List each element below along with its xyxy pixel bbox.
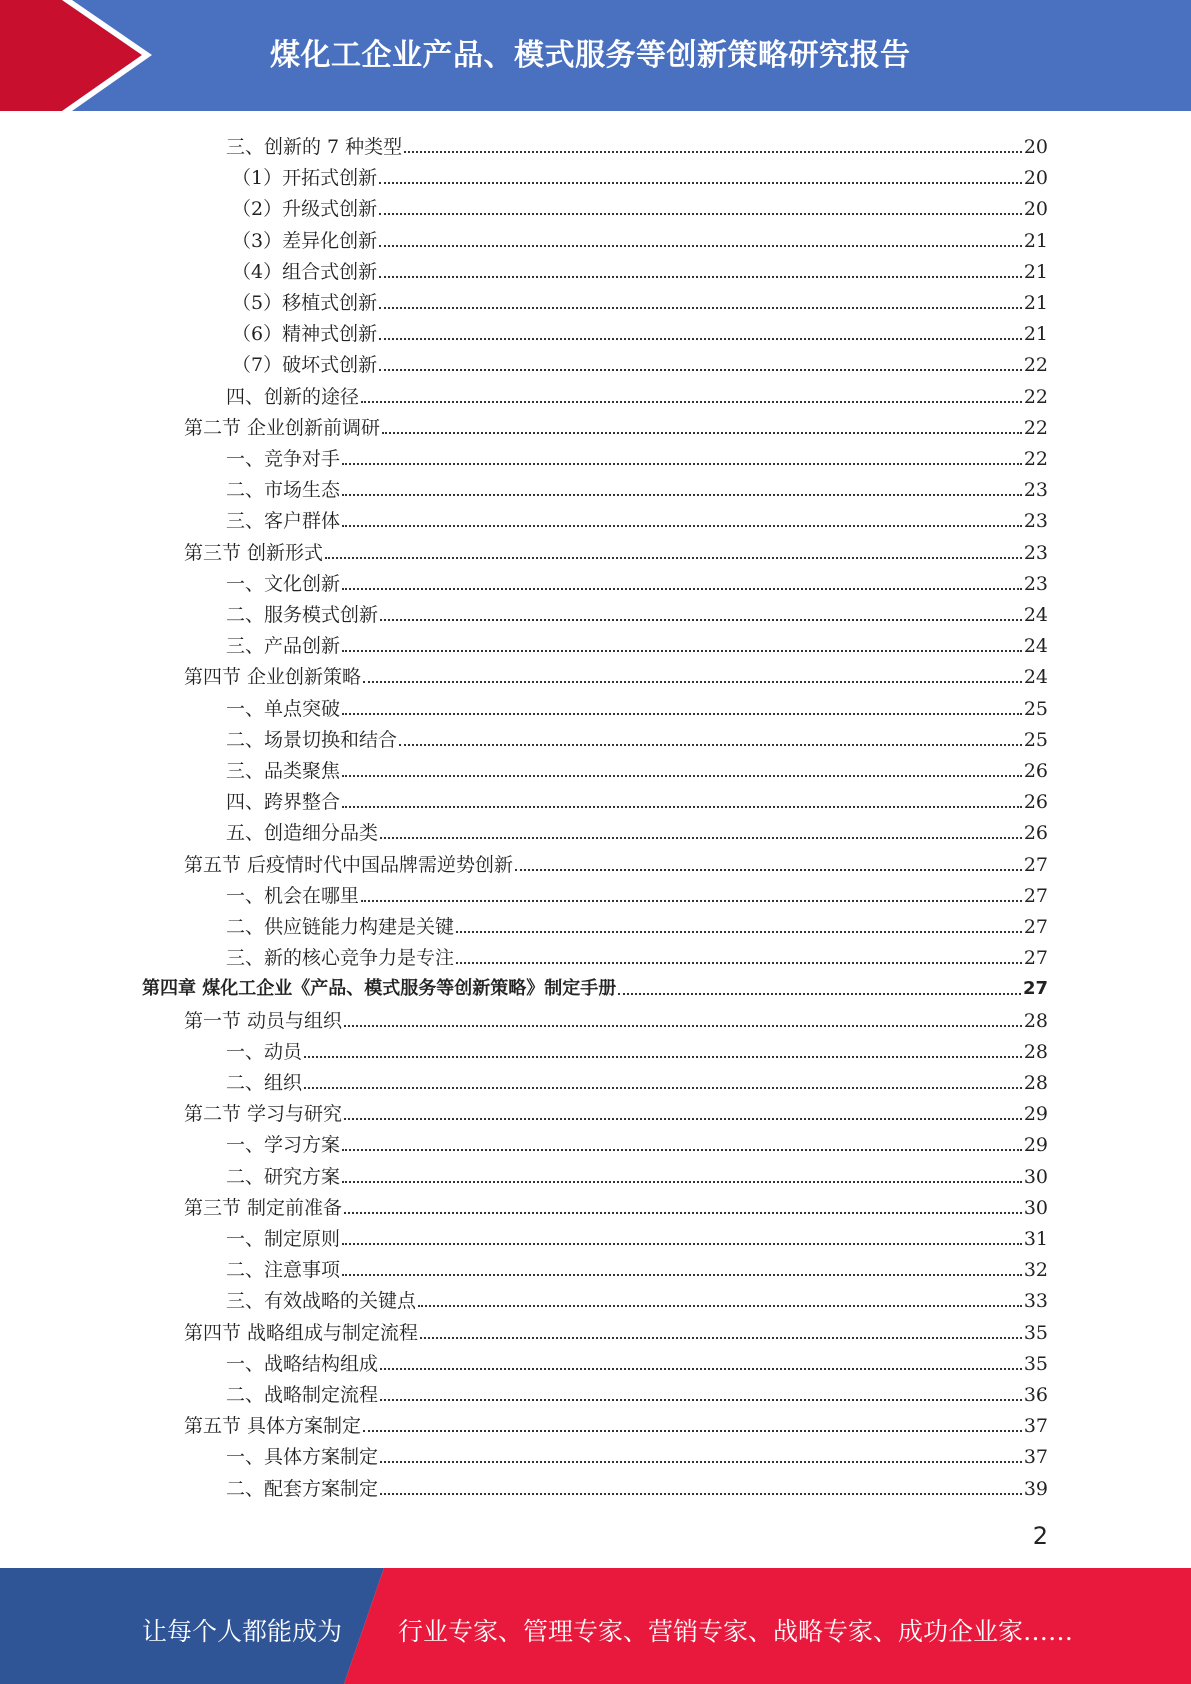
toc-entry[interactable]	[184, 1189, 1048, 1220]
toc-entry-page: 22	[1023, 385, 1048, 408]
toc-leader-dots	[342, 463, 1022, 465]
toc-entry-page: 23	[1023, 572, 1048, 595]
toc-leader-dots	[379, 338, 1022, 340]
toc-entry[interactable]	[184, 409, 1048, 440]
toc-leader-dots	[344, 1118, 1022, 1120]
toc-entry[interactable]	[226, 1345, 1048, 1376]
toc-entry-title: 第三节 创新形式	[184, 541, 324, 564]
page-footer	[0, 1568, 1191, 1684]
toc-entry-page: 30	[1023, 1165, 1048, 1188]
toc-entry-title: 二、配套方案制定	[226, 1477, 379, 1500]
toc-entry[interactable]	[184, 1002, 1048, 1033]
toc-leader-dots	[363, 1430, 1022, 1432]
toc-entry-page: 22	[1023, 354, 1048, 377]
toc-entry-page: 31	[1023, 1228, 1048, 1250]
toc-entry-page: 39	[1023, 1477, 1048, 1500]
toc-leader-dots	[379, 369, 1022, 371]
toc-leader-dots	[420, 1337, 1022, 1339]
toc-leader-dots	[325, 557, 1022, 559]
toc-entry-title: 三、品类聚焦	[226, 760, 341, 782]
toc-entry-title: （2）升级式创新	[232, 198, 378, 221]
toc-entry-title: 第四节 企业创新策略	[184, 666, 362, 689]
toc-leader-dots	[380, 1461, 1022, 1463]
toc-entry-page: 32	[1023, 1259, 1048, 1282]
toc-leader-dots	[380, 1368, 1022, 1370]
toc-entry-title: 一、学习方案	[226, 1134, 341, 1157]
toc-entry-page: 33	[1023, 1290, 1048, 1313]
toc-entry[interactable]	[184, 1314, 1048, 1345]
toc-entry-page: 28	[1023, 1040, 1048, 1063]
toc-entry-page: 22	[1023, 416, 1048, 439]
toc-entry-title: （6）精神式创新	[232, 323, 378, 346]
toc-entry-page: 30	[1023, 1196, 1048, 1219]
toc-leader-dots	[456, 962, 1022, 964]
toc-entry[interactable]	[226, 502, 1048, 533]
header-title: 煤化工企业产品、模式服务等创新策略研究报告	[270, 38, 911, 73]
toc-entry[interactable]	[226, 596, 1048, 627]
toc-entry-title: 一、制定原则	[226, 1228, 341, 1250]
toc-entry[interactable]	[226, 783, 1048, 814]
toc-entry[interactable]	[226, 627, 1048, 658]
toc-entry-title: 二、组织	[226, 1072, 303, 1094]
toc-entry-page: 27	[1023, 853, 1048, 876]
toc-entry-page: 28	[1023, 1072, 1048, 1094]
toc-entry[interactable]	[226, 565, 1048, 596]
toc-leader-dots	[361, 900, 1022, 902]
toc-entry-page: 37	[1023, 1415, 1048, 1438]
toc-leader-dots	[342, 806, 1022, 808]
toc-entry-title: 一、战略结构组成	[226, 1352, 379, 1375]
toc-entry[interactable]	[226, 1438, 1048, 1469]
footer-slogan-right: 行业专家、管理专家、营销专家、战略专家、成功企业家……	[398, 1617, 1074, 1646]
toc-entry[interactable]	[184, 1407, 1048, 1438]
toc-leader-dots	[618, 993, 1021, 995]
toc-entry-page: 23	[1023, 510, 1048, 533]
toc-entry-page: 21	[1023, 260, 1048, 283]
page-header	[0, 0, 1191, 111]
toc-entry-title: 一、竞争对手	[226, 448, 341, 470]
toc-entry-page: 36	[1023, 1384, 1048, 1406]
toc-entry[interactable]	[226, 721, 1048, 752]
toc-leader-dots	[456, 931, 1022, 933]
toc-leader-dots	[382, 432, 1022, 434]
toc-entry[interactable]	[226, 1220, 1048, 1251]
toc-leader-dots	[379, 182, 1022, 184]
toc-entry-page: 27	[1023, 916, 1048, 938]
toc-entry-page: 22	[1023, 448, 1048, 470]
toc-entry[interactable]	[226, 1376, 1048, 1407]
toc-entry-title: 二、场景切换和结合	[226, 728, 398, 751]
toc-entry-page: 29	[1023, 1103, 1048, 1126]
toc-entry-page: 24	[1023, 635, 1048, 658]
toc-entry-title: 一、动员	[226, 1040, 303, 1063]
toc-leader-dots	[342, 494, 1022, 496]
toc-entry-page: 20	[1023, 198, 1048, 221]
toc-entry[interactable]	[232, 315, 1048, 346]
toc-entry-title: （4）组合式创新	[232, 260, 378, 283]
toc-leader-dots	[380, 1399, 1022, 1401]
toc-leader-dots	[304, 1087, 1022, 1089]
toc-entry-title: 二、战略制定流程	[226, 1384, 379, 1406]
toc-entry[interactable]	[184, 1095, 1048, 1126]
toc-entry[interactable]	[226, 1033, 1048, 1064]
toc-entry-title: 二、市场生态	[226, 479, 341, 502]
toc-entry[interactable]	[232, 159, 1048, 190]
toc-leader-dots	[379, 213, 1022, 215]
toc-entry-page: 26	[1023, 822, 1048, 845]
toc-leader-dots	[418, 1305, 1022, 1307]
toc-entry[interactable]	[226, 877, 1048, 908]
toc-entry[interactable]	[226, 908, 1048, 939]
toc-entry-title: 第一节 动员与组织	[184, 1009, 343, 1032]
toc-leader-dots	[342, 1274, 1022, 1276]
toc-entry-title: 五、创造细分品类	[226, 822, 379, 845]
toc-entry-title: 一、单点突破	[226, 697, 341, 720]
toc-leader-dots	[361, 401, 1022, 403]
toc-entry-title: 二、研究方案	[226, 1165, 341, 1188]
toc-entry[interactable]	[226, 939, 1048, 970]
footer-slogan-left: 让每个人都能成为	[142, 1617, 343, 1646]
toc-entry[interactable]	[232, 190, 1048, 221]
toc-entry-title: 二、注意事项	[226, 1259, 341, 1282]
toc-entry-title: 三、客户群体	[226, 510, 341, 533]
toc-entry-title: 三、有效战略的关键点	[226, 1290, 417, 1313]
toc-entry[interactable]	[226, 1064, 1048, 1095]
toc-entry-page: 23	[1023, 479, 1048, 502]
toc-entry[interactable]	[226, 1126, 1048, 1157]
toc-entry[interactable]	[232, 346, 1048, 377]
toc-entry-title: 第三节 制定前准备	[184, 1196, 343, 1219]
toc-entry-title: 三、产品创新	[226, 635, 341, 658]
toc-entry-page: 23	[1023, 541, 1048, 564]
toc-entry-title: 三、创新的 7 种类型	[226, 136, 403, 158]
toc-entry[interactable]	[226, 690, 1048, 721]
toc-leader-dots	[304, 1056, 1022, 1058]
toc-entry-title: 第四节 战略组成与制定流程	[184, 1321, 419, 1344]
toc-leader-dots	[380, 619, 1022, 621]
toc-leader-dots	[342, 775, 1022, 777]
toc-leader-dots	[342, 588, 1022, 590]
toc-entry-title: （7）破坏式创新	[232, 354, 378, 377]
toc-leader-dots	[379, 245, 1022, 247]
toc-entry[interactable]	[226, 471, 1048, 502]
toc-entry[interactable]	[184, 658, 1048, 689]
toc-leader-dots	[342, 650, 1022, 652]
toc-leader-dots	[344, 1212, 1022, 1214]
toc-entry-page: 21	[1023, 292, 1048, 314]
toc-entry[interactable]	[232, 284, 1048, 315]
toc-leader-dots	[515, 869, 1022, 871]
toc-entry-page: 28	[1023, 1009, 1048, 1032]
toc-entry-page: 24	[1023, 604, 1048, 626]
toc-leader-dots	[379, 276, 1022, 278]
toc-leader-dots	[342, 525, 1022, 527]
toc-leader-dots	[380, 1493, 1022, 1495]
toc-entry-title: 一、具体方案制定	[226, 1446, 379, 1469]
toc-entry[interactable]	[142, 970, 1048, 1001]
toc-entry[interactable]	[226, 1251, 1048, 1282]
toc-entry[interactable]	[226, 1282, 1048, 1313]
toc-leader-dots	[342, 1181, 1022, 1183]
toc-entry-title: （5）移植式创新	[232, 292, 378, 314]
toc-entry-title: 第二节 学习与研究	[184, 1103, 343, 1126]
toc-entry[interactable]	[226, 752, 1048, 783]
toc-entry-page: 25	[1023, 728, 1048, 751]
toc-leader-dots	[380, 837, 1022, 839]
toc-entry[interactable]	[226, 814, 1048, 845]
toc-leader-dots	[399, 744, 1022, 746]
page-number: 2	[1032, 1522, 1048, 1550]
toc-entry-page: 20	[1023, 167, 1048, 190]
toc-entry-page: 27	[1023, 947, 1048, 970]
toc-entry-page: 20	[1023, 136, 1048, 158]
toc-entry[interactable]	[184, 534, 1048, 565]
toc-entry-title: 四、创新的途径	[226, 385, 360, 408]
toc-entry-title: 二、供应链能力构建是关键	[226, 916, 455, 938]
toc-entry-title: 二、服务模式创新	[226, 604, 379, 626]
toc-entry[interactable]	[226, 378, 1048, 409]
toc-entry-page: 35	[1023, 1321, 1048, 1344]
toc-entry-page: 27	[1022, 978, 1048, 1000]
toc-entry-page: 35	[1023, 1352, 1048, 1375]
toc-entry[interactable]	[184, 846, 1048, 877]
toc-entry-title: （3）差异化创新	[232, 229, 378, 252]
toc-leader-dots	[363, 681, 1022, 683]
toc-entry-title: 一、机会在哪里	[226, 884, 360, 907]
toc-entry[interactable]	[232, 253, 1048, 284]
toc-leader-dots	[344, 1025, 1022, 1027]
toc-entry-page: 21	[1023, 323, 1048, 346]
toc-leader-dots	[342, 713, 1022, 715]
toc-leader-dots	[379, 307, 1022, 309]
toc-entry-title: （1）开拓式创新	[232, 167, 378, 190]
toc-entry-title: 四、跨界整合	[226, 791, 341, 814]
toc-entry-page: 21	[1023, 229, 1048, 252]
toc-entry-title: 第五节 后疫情时代中国品牌需逆势创新	[184, 853, 514, 876]
toc-entry-page: 26	[1023, 791, 1048, 814]
toc-entry-page: 29	[1023, 1134, 1048, 1157]
toc-leader-dots	[404, 151, 1022, 153]
toc-entry[interactable]	[226, 128, 1048, 159]
toc-entry-title: 一、文化创新	[226, 572, 341, 595]
toc-entry-title: 第五节 具体方案制定	[184, 1415, 362, 1438]
toc-leader-dots	[342, 1243, 1022, 1245]
toc-entry[interactable]	[226, 1470, 1048, 1501]
toc-entry-page: 24	[1023, 666, 1048, 689]
toc-entry-page: 25	[1023, 697, 1048, 720]
toc-entry-title: 第四章 煤化工企业《产品、模式服务等创新策略》制定手册	[142, 978, 617, 1000]
toc-leader-dots	[342, 1149, 1022, 1151]
toc-entry-page: 27	[1023, 884, 1048, 907]
toc-entry[interactable]	[232, 222, 1048, 253]
toc-entry-title: 第二节 企业创新前调研	[184, 416, 381, 439]
toc-entry-title: 三、新的核心竞争力是专注	[226, 947, 455, 970]
toc-entry-page: 37	[1023, 1446, 1048, 1469]
toc-entry[interactable]	[226, 440, 1048, 471]
toc-entry-page: 26	[1023, 760, 1048, 782]
toc-entry[interactable]	[226, 1158, 1048, 1189]
